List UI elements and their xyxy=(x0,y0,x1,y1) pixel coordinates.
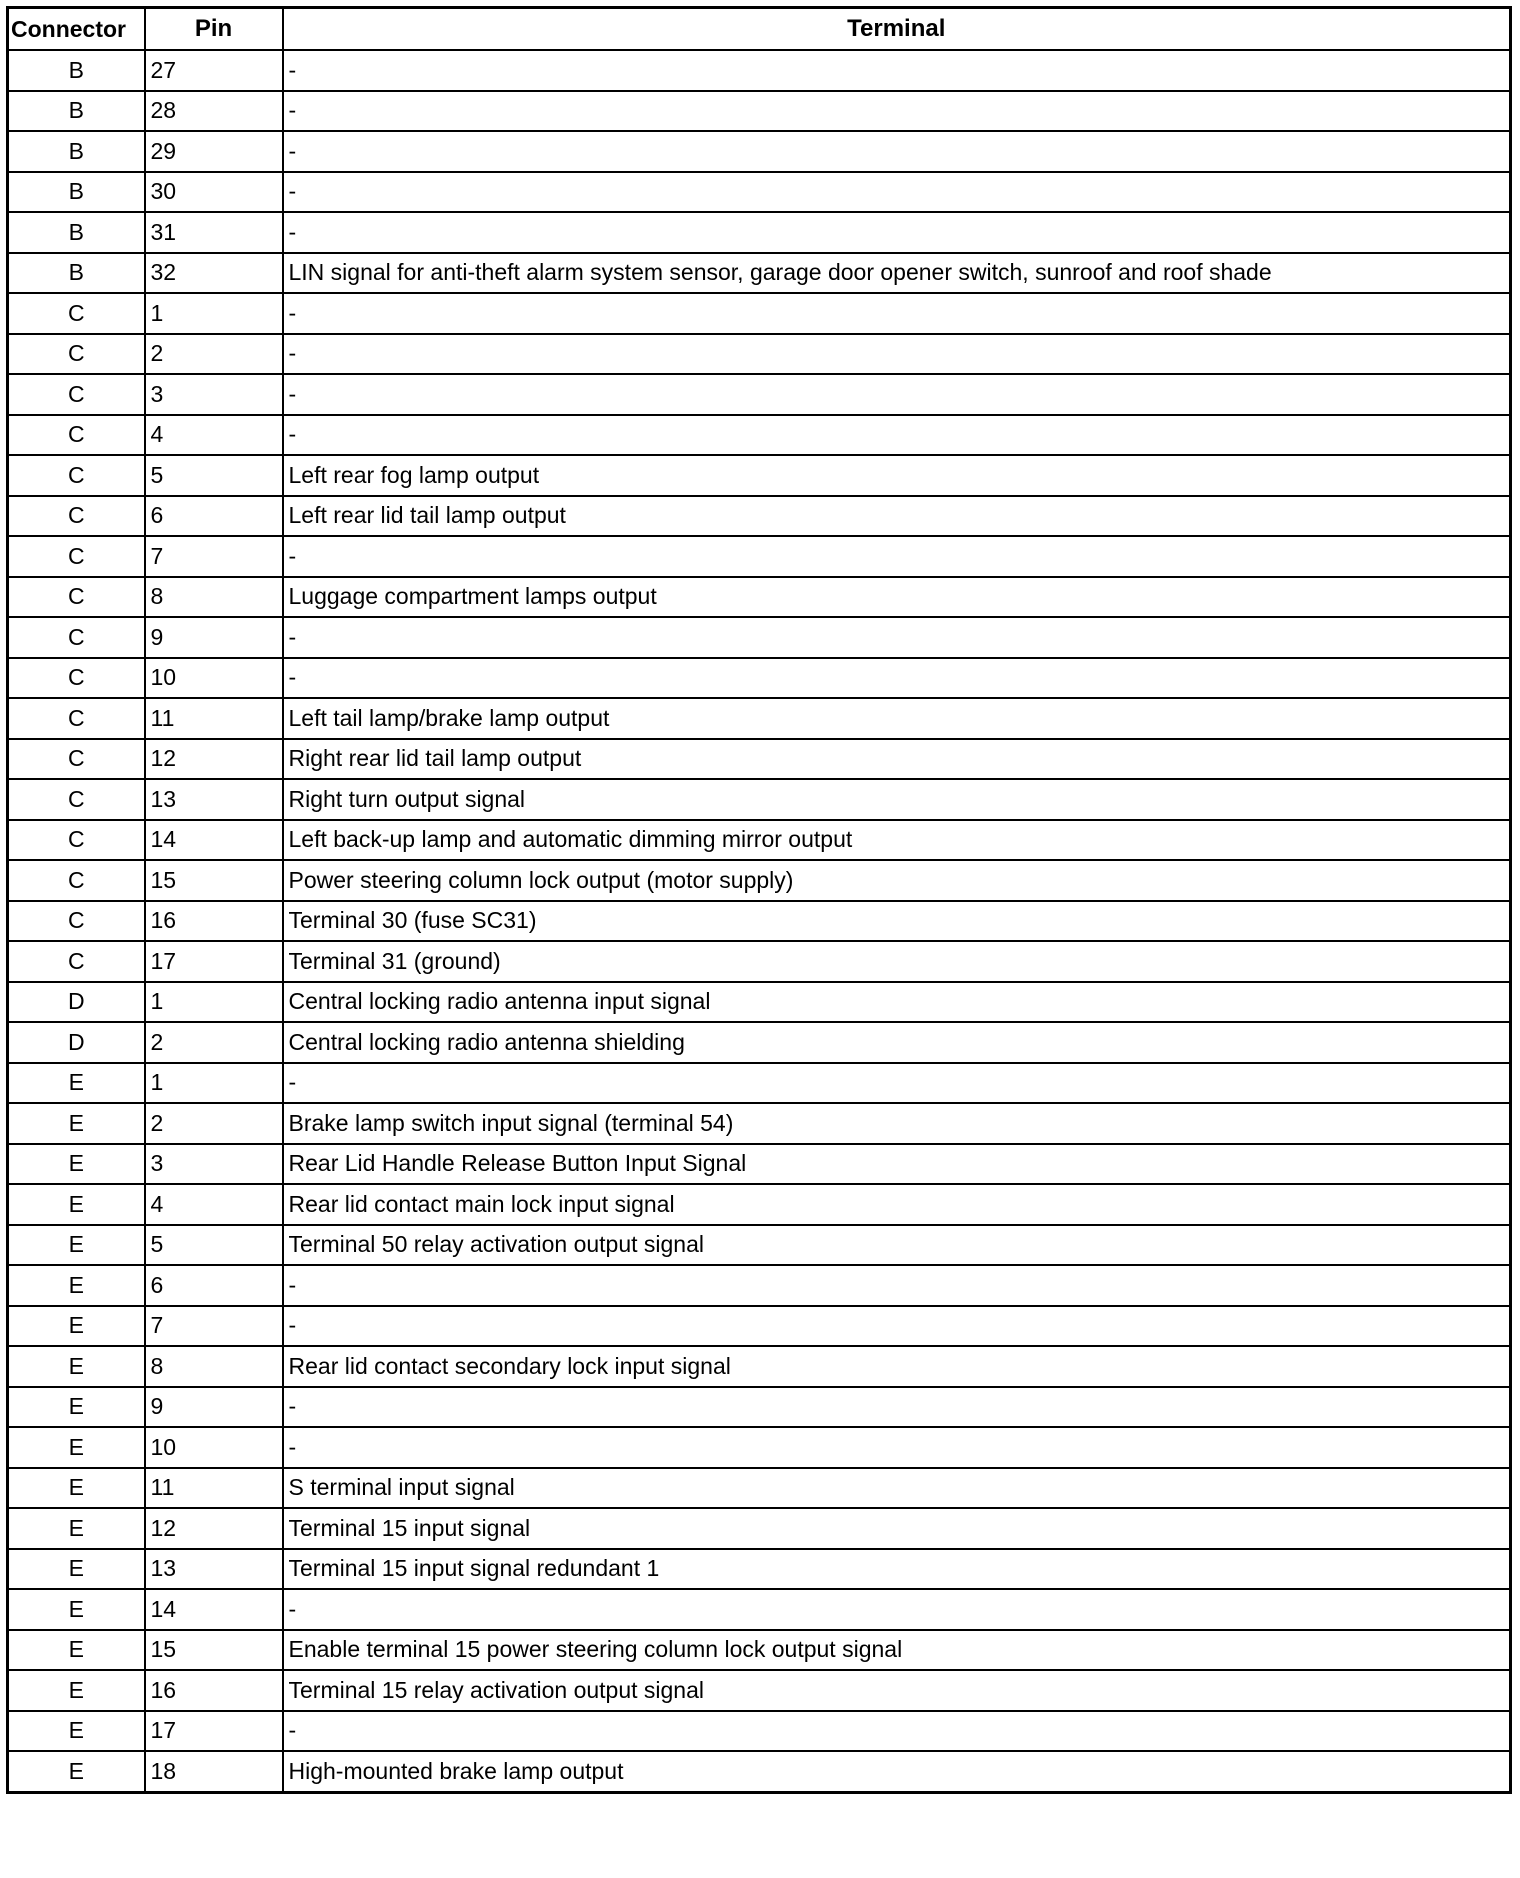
pin-cell: 10 xyxy=(145,658,283,699)
connector-cell: E xyxy=(8,1468,145,1509)
terminal-cell: - xyxy=(283,536,1511,577)
header-row xyxy=(8,8,1511,51)
pin-cell: 9 xyxy=(145,1387,283,1428)
connector-cell: C xyxy=(8,577,145,618)
pin-cell: 17 xyxy=(145,1711,283,1752)
connector-cell: E xyxy=(8,1387,145,1428)
terminal-cell: - xyxy=(283,131,1511,172)
pin-cell: 17 xyxy=(145,941,283,982)
pin-cell: 13 xyxy=(145,1549,283,1590)
table-row xyxy=(8,536,1511,577)
pin-cell: 1 xyxy=(145,982,283,1023)
connector-cell: B xyxy=(8,212,145,253)
header-terminal: Terminal xyxy=(283,8,1511,51)
connector-cell: C xyxy=(8,334,145,375)
table-row xyxy=(8,941,1511,982)
pin-cell: 5 xyxy=(145,1225,283,1266)
table-row xyxy=(8,1549,1511,1590)
terminal-cell: Terminal 31 (ground) xyxy=(283,941,1511,982)
connector-cell: C xyxy=(8,820,145,861)
terminal-cell: Luggage compartment lamps output xyxy=(283,577,1511,618)
table-row xyxy=(8,1468,1511,1509)
pin-cell: 2 xyxy=(145,1103,283,1144)
terminal-cell: - xyxy=(283,658,1511,699)
table-row xyxy=(8,1346,1511,1387)
pin-cell: 10 xyxy=(145,1427,283,1468)
table-row xyxy=(8,374,1511,415)
table-row xyxy=(8,1670,1511,1711)
terminal-cell: Rear lid contact secondary lock input signal xyxy=(283,1346,1511,1387)
connector-pin-table xyxy=(6,6,1512,1794)
table-row xyxy=(8,1306,1511,1347)
terminal-cell: Power steering column lock output (motor supply) xyxy=(283,860,1511,901)
table-row xyxy=(8,1184,1511,1225)
terminal-cell: Enable terminal 15 power steering column lock output signal xyxy=(283,1630,1511,1671)
pin-cell: 3 xyxy=(145,374,283,415)
terminal-cell: Terminal 50 relay activation output signal xyxy=(283,1225,1511,1266)
terminal-cell: Left rear lid tail lamp output xyxy=(283,496,1511,537)
terminal-cell: Terminal 15 relay activation output signal xyxy=(283,1670,1511,1711)
pin-cell: 11 xyxy=(145,1468,283,1509)
connector-cell: D xyxy=(8,1022,145,1063)
table-row xyxy=(8,1225,1511,1266)
table-row xyxy=(8,334,1511,375)
table-body xyxy=(8,50,1511,1792)
connector-cell: E xyxy=(8,1427,145,1468)
connector-cell: E xyxy=(8,1144,145,1185)
pin-cell: 9 xyxy=(145,617,283,658)
terminal-cell: - xyxy=(283,1387,1511,1428)
terminal-cell: S terminal input signal xyxy=(283,1468,1511,1509)
terminal-cell: - xyxy=(283,334,1511,375)
terminal-cell: - xyxy=(283,1306,1511,1347)
terminal-cell: Left back-up lamp and automatic dimming mirror output xyxy=(283,820,1511,861)
connector-cell: C xyxy=(8,779,145,820)
table-row xyxy=(8,982,1511,1023)
connector-cell: D xyxy=(8,982,145,1023)
pin-cell: 29 xyxy=(145,131,283,172)
connector-cell: E xyxy=(8,1670,145,1711)
pin-cell: 31 xyxy=(145,212,283,253)
connector-cell: B xyxy=(8,131,145,172)
connector-cell: C xyxy=(8,941,145,982)
terminal-cell: - xyxy=(283,415,1511,456)
connector-cell: E xyxy=(8,1589,145,1630)
terminal-cell: Right turn output signal xyxy=(283,779,1511,820)
connector-cell: E xyxy=(8,1184,145,1225)
pin-cell: 7 xyxy=(145,1306,283,1347)
pin-cell: 14 xyxy=(145,820,283,861)
terminal-cell: - xyxy=(283,617,1511,658)
terminal-cell: - xyxy=(283,374,1511,415)
connector-cell: C xyxy=(8,617,145,658)
pin-cell: 16 xyxy=(145,901,283,942)
table-row xyxy=(8,658,1511,699)
terminal-cell: - xyxy=(283,50,1511,91)
pin-cell: 8 xyxy=(145,577,283,618)
terminal-cell: Rear Lid Handle Release Button Input Signal xyxy=(283,1144,1511,1185)
table-row xyxy=(8,131,1511,172)
pin-cell: 4 xyxy=(145,1184,283,1225)
terminal-cell: Terminal 30 (fuse SC31) xyxy=(283,901,1511,942)
connector-cell: E xyxy=(8,1346,145,1387)
terminal-cell: - xyxy=(283,172,1511,213)
terminal-cell: - xyxy=(283,1589,1511,1630)
table-row xyxy=(8,617,1511,658)
pin-cell: 13 xyxy=(145,779,283,820)
pin-cell: 27 xyxy=(145,50,283,91)
table-row xyxy=(8,91,1511,132)
pin-cell: 15 xyxy=(145,1630,283,1671)
terminal-cell: Left rear fog lamp output xyxy=(283,455,1511,496)
pin-cell: 12 xyxy=(145,739,283,780)
header-connector: Connector xyxy=(8,8,145,51)
table-row xyxy=(8,1063,1511,1104)
pin-cell: 8 xyxy=(145,1346,283,1387)
connector-cell: C xyxy=(8,658,145,699)
pin-cell: 30 xyxy=(145,172,283,213)
connector-cell: E xyxy=(8,1549,145,1590)
pin-cell: 14 xyxy=(145,1589,283,1630)
terminal-cell: High-mounted brake lamp output xyxy=(283,1751,1511,1792)
pin-cell: 1 xyxy=(145,293,283,334)
connector-cell: C xyxy=(8,860,145,901)
pin-cell: 12 xyxy=(145,1508,283,1549)
table-row xyxy=(8,1508,1511,1549)
terminal-cell: - xyxy=(283,1063,1511,1104)
terminal-cell: - xyxy=(283,212,1511,253)
connector-cell: C xyxy=(8,293,145,334)
connector-cell: E xyxy=(8,1751,145,1792)
table-row xyxy=(8,1387,1511,1428)
table-row xyxy=(8,496,1511,537)
table-row xyxy=(8,779,1511,820)
connector-cell: C xyxy=(8,536,145,577)
terminal-cell: Rear lid contact main lock input signal xyxy=(283,1184,1511,1225)
table-row xyxy=(8,739,1511,780)
pin-cell: 2 xyxy=(145,1022,283,1063)
connector-cell: C xyxy=(8,739,145,780)
table-row xyxy=(8,212,1511,253)
connector-cell: C xyxy=(8,496,145,537)
connector-cell: E xyxy=(8,1508,145,1549)
table-row xyxy=(8,820,1511,861)
pin-cell: 28 xyxy=(145,91,283,132)
pin-cell: 32 xyxy=(145,253,283,294)
connector-cell: B xyxy=(8,172,145,213)
connector-cell: E xyxy=(8,1063,145,1104)
table-row xyxy=(8,1589,1511,1630)
pin-cell: 1 xyxy=(145,1063,283,1104)
terminal-cell: Brake lamp switch input signal (terminal 54) xyxy=(283,1103,1511,1144)
terminal-cell: Right rear lid tail lamp output xyxy=(283,739,1511,780)
connector-cell: E xyxy=(8,1711,145,1752)
connector-cell: E xyxy=(8,1103,145,1144)
table-row xyxy=(8,698,1511,739)
connector-cell: E xyxy=(8,1306,145,1347)
connector-cell: C xyxy=(8,698,145,739)
pin-cell: 6 xyxy=(145,1265,283,1306)
connector-cell: B xyxy=(8,253,145,294)
terminal-cell: - xyxy=(283,91,1511,132)
connector-cell: C xyxy=(8,455,145,496)
table-row xyxy=(8,455,1511,496)
pin-cell: 6 xyxy=(145,496,283,537)
table-row xyxy=(8,1103,1511,1144)
pin-cell: 15 xyxy=(145,860,283,901)
connector-cell: E xyxy=(8,1225,145,1266)
terminal-cell: Left tail lamp/brake lamp output xyxy=(283,698,1511,739)
table-row xyxy=(8,253,1511,294)
connector-cell: E xyxy=(8,1630,145,1671)
terminal-cell: - xyxy=(283,293,1511,334)
connector-cell: C xyxy=(8,374,145,415)
connector-cell: C xyxy=(8,415,145,456)
terminal-cell: Terminal 15 input signal redundant 1 xyxy=(283,1549,1511,1590)
table-header xyxy=(8,8,1511,51)
table-row xyxy=(8,1711,1511,1752)
table-row xyxy=(8,901,1511,942)
table-row xyxy=(8,860,1511,901)
terminal-cell: Terminal 15 input signal xyxy=(283,1508,1511,1549)
pin-cell: 11 xyxy=(145,698,283,739)
table-row xyxy=(8,415,1511,456)
table-row xyxy=(8,1427,1511,1468)
terminal-cell: Central locking radio antenna shielding xyxy=(283,1022,1511,1063)
table-row xyxy=(8,1630,1511,1671)
pin-cell: 4 xyxy=(145,415,283,456)
connector-cell: B xyxy=(8,91,145,132)
table-row xyxy=(8,1144,1511,1185)
terminal-cell: - xyxy=(283,1427,1511,1468)
pin-cell: 3 xyxy=(145,1144,283,1185)
connector-cell: C xyxy=(8,901,145,942)
connector-cell: B xyxy=(8,50,145,91)
table-row xyxy=(8,1022,1511,1063)
terminal-cell: Central locking radio antenna input signal xyxy=(283,982,1511,1023)
terminal-cell: - xyxy=(283,1265,1511,1306)
table-row xyxy=(8,577,1511,618)
terminal-cell: LIN signal for anti-theft alarm system sensor, garage door opener switch, sunroof and roof shade xyxy=(283,253,1511,294)
table-row xyxy=(8,1265,1511,1306)
table-row xyxy=(8,1751,1511,1792)
table-row xyxy=(8,172,1511,213)
table-row xyxy=(8,50,1511,91)
table-row xyxy=(8,293,1511,334)
pin-cell: 18 xyxy=(145,1751,283,1792)
terminal-cell: - xyxy=(283,1711,1511,1752)
header-pin: Pin xyxy=(145,8,283,51)
pin-cell: 16 xyxy=(145,1670,283,1711)
connector-cell: E xyxy=(8,1265,145,1306)
pin-cell: 5 xyxy=(145,455,283,496)
pin-cell: 7 xyxy=(145,536,283,577)
pin-cell: 2 xyxy=(145,334,283,375)
